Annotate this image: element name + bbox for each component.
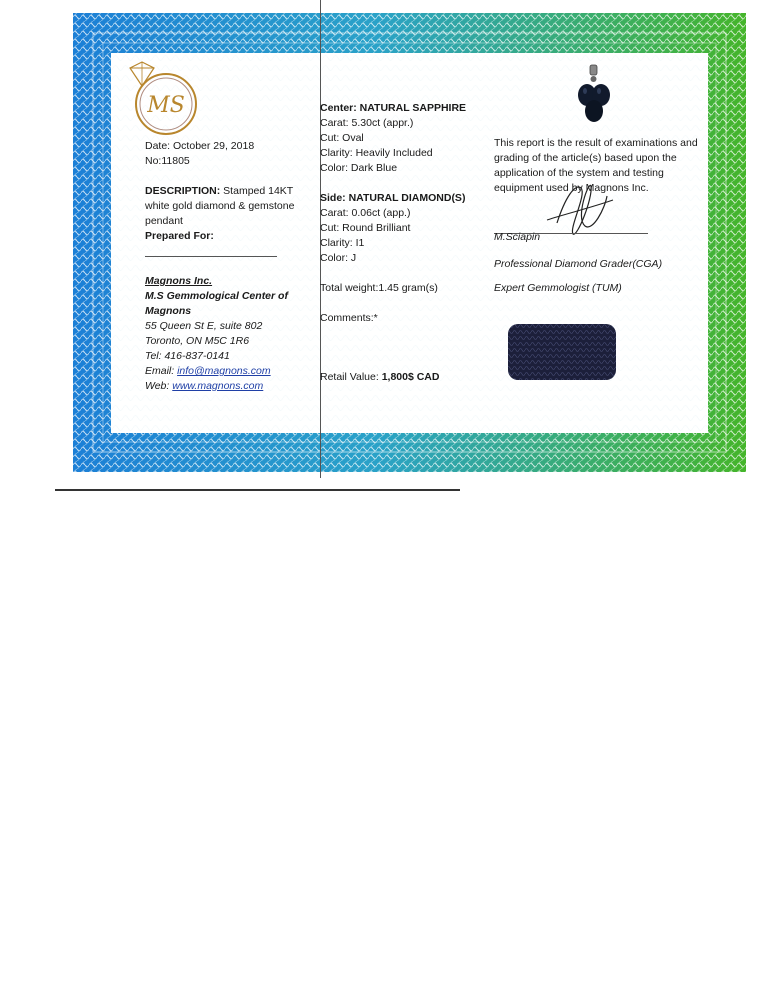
center-clarity: Clarity: Heavily Included — [320, 147, 433, 159]
pendant-image — [570, 63, 620, 125]
description-line1: Stamped 14KT — [220, 185, 294, 197]
comments: Comments:* — [320, 312, 378, 324]
company-name: Magnons Inc. — [145, 275, 213, 287]
ms-logo — [122, 60, 202, 140]
description-line2: white gold diamond & gemstone — [145, 200, 295, 212]
side-stone-heading: Side: NATURAL DIAMOND(S) — [320, 192, 466, 204]
report-statement-line2: grading of the article(s) based upon the — [494, 152, 677, 164]
side-carat: Carat: 0.06ct (app.) — [320, 207, 411, 219]
email-label: Email: — [145, 365, 178, 377]
report-statement-line3: application of the system and testing — [494, 167, 664, 179]
signer-title1: Professional Diamond Grader(CGA) — [494, 258, 663, 270]
report-number: No:11805 — [145, 155, 190, 167]
side-cut: Cut: Round Brilliant — [320, 222, 411, 234]
telephone: Tel: 416-837-0141 — [145, 350, 230, 362]
bottom-edge-line — [55, 489, 460, 491]
total-weight: Total weight:1.45 gram(s) — [320, 282, 438, 294]
description-line3: pendant — [145, 215, 183, 227]
center-cut: Cut: Oval — [320, 132, 364, 144]
side-clarity: Clarity: I1 — [320, 237, 365, 249]
center-name-line1: M.S Gemmological Center of — [145, 290, 288, 302]
web-link[interactable]: www.magnons.com — [172, 380, 264, 392]
retail-amount: 1,800$ CAD — [381, 371, 440, 383]
address-line2: Toronto, ON M5C 1R6 — [145, 335, 250, 347]
prepared-for-label: Prepared For: — [145, 230, 214, 242]
description — [145, 184, 293, 199]
signature — [545, 178, 615, 238]
email-row — [145, 364, 271, 379]
security-seal — [507, 323, 617, 381]
description-label: DESCRIPTION: — [145, 185, 221, 197]
center-name-line2: Magnons — [145, 305, 192, 317]
retail-label: Retail Value: — [320, 371, 382, 383]
signer-name: M.Sciapin — [494, 231, 541, 243]
report-statement-line4: equipment used by Magnons Inc. — [494, 182, 649, 194]
signer-title2: Expert Gemmologist (TUM) — [494, 282, 622, 294]
web-label: Web: — [145, 380, 173, 392]
center-color: Color: Dark Blue — [320, 162, 398, 174]
web-row — [145, 379, 263, 394]
center-carat: Carat: 5.30ct (appr.) — [320, 117, 414, 129]
retail-value — [320, 370, 439, 385]
email-link[interactable]: info@magnons.com — [177, 365, 271, 377]
center-stone-heading: Center: NATURAL SAPPHIRE — [320, 102, 467, 114]
address-line1: 55 Queen St E, suite 802 — [145, 320, 263, 332]
logo-text: MS — [147, 93, 185, 118]
prepared-for-line — [145, 256, 277, 257]
date-text: Date: October 29, 2018 — [145, 140, 255, 152]
report-statement-line1: This report is the result of examinations and — [494, 137, 698, 149]
side-color: Color: J — [320, 252, 357, 264]
